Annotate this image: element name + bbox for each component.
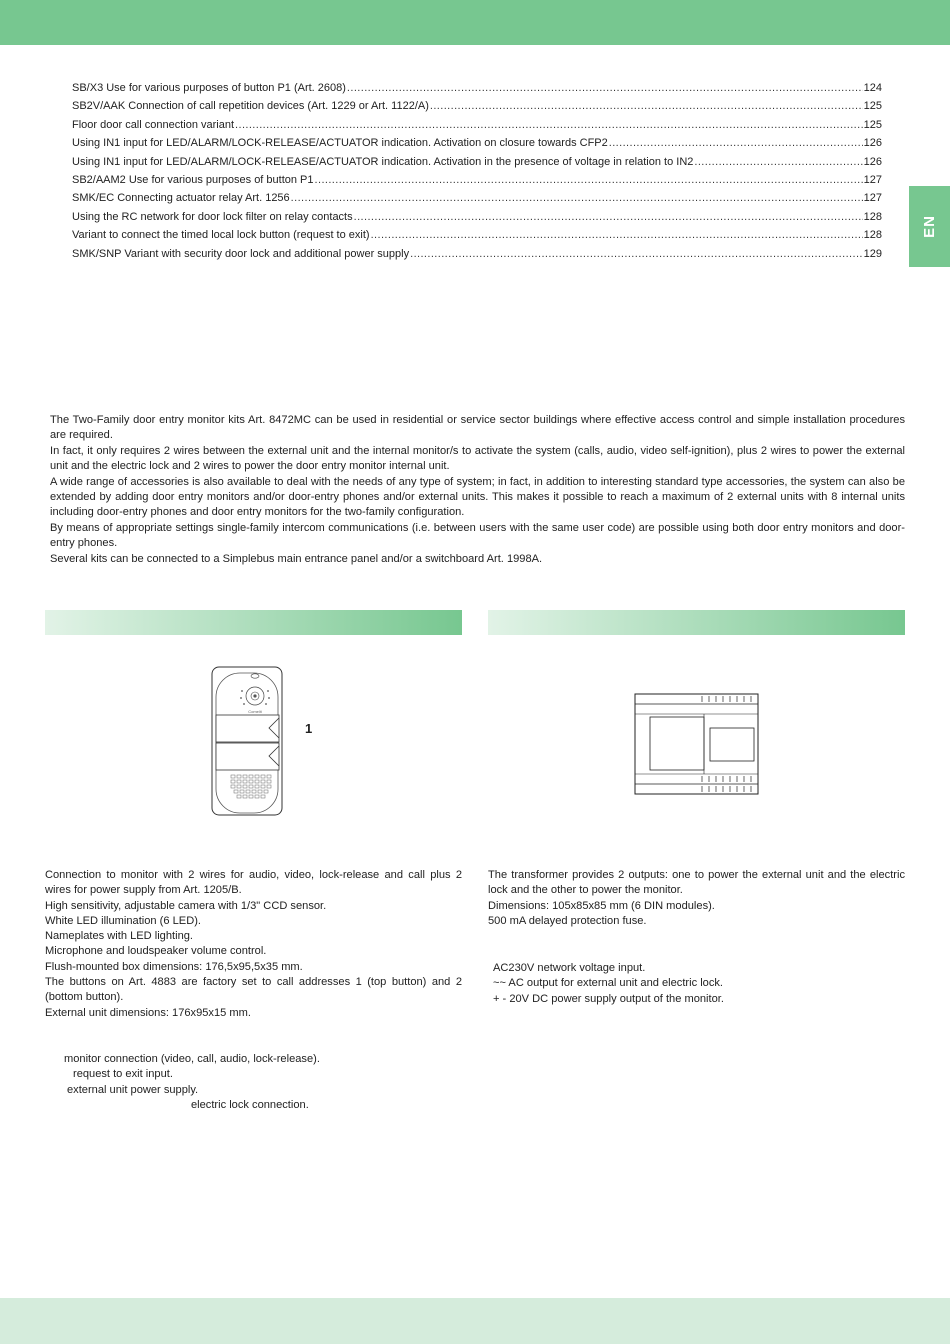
toc-title: Using IN1 input for LED/ALARM/LOCK-RELEASE/ACTUATOR indication. Activation on closure towards CFP2 — [72, 137, 608, 150]
toc-title: SB2/AAM2 Use for various purposes of button P1 — [72, 173, 314, 186]
toc-page: 125 — [863, 100, 882, 113]
external-unit-section-bar — [45, 610, 462, 635]
toc-title: SB2V/AAK Connection of call repetition devices (Art. 1229 or Art. 1122/A) — [72, 100, 429, 113]
external-unit-illustration — [205, 663, 290, 818]
language-tab-label: EN — [921, 215, 938, 238]
feature-item: High sensitivity, adjustable camera with 1/3" CCD sensor. — [45, 899, 327, 912]
toc-row[interactable] — [72, 208, 882, 226]
toc-page: 125 — [863, 118, 882, 131]
toc-page: 126 — [863, 155, 882, 168]
toc-row[interactable] — [72, 226, 882, 244]
terminal-item: electric lock connection. — [191, 1099, 309, 1112]
svg-text:Comelit: Comelit — [248, 709, 262, 714]
terminal-item: AC230V network voltage input. — [493, 962, 646, 974]
toc-title: Variant to connect the timed local lock button (request to exit) — [72, 229, 370, 242]
toc-row[interactable] — [72, 171, 882, 189]
toc-row[interactable] — [72, 134, 882, 152]
feature-item: External unit dimensions: 176x95x15 mm. — [45, 1006, 251, 1019]
toc-page: 124 — [863, 82, 882, 94]
toc-row[interactable] — [72, 116, 882, 134]
footer-bar — [0, 1298, 950, 1344]
toc-title: Using the RC network for door lock filter on relay contacts — [72, 210, 353, 223]
intro-paragraph: By means of appropriate settings single-family intercom communications (i.e. between users with the same user code) are possible using both door entry monitors and door-entry phones. — [50, 521, 905, 550]
toc-page: 128 — [863, 229, 882, 242]
intro-paragraph: In fact, it only requires 2 wires between the external unit and the internal monitor/s to activate the system (calls, audio, video self-ignition), plus 2 wires to power the external unit and the electric lock and 2 wires to power the door entry monitor internal unit. — [50, 444, 905, 473]
feature-item: 500 mA delayed protection fuse. — [488, 914, 647, 927]
feature-item: Dimensions: 105x85x85 mm (6 DIN modules). — [488, 899, 715, 912]
toc-row[interactable] — [72, 153, 882, 171]
transformer-section-bar — [488, 610, 905, 635]
feature-item: Nameplates with LED lighting. — [45, 930, 193, 943]
feature-item: The buttons on Art. 4883 are factory set to call addresses 1 (top button) and 2 (bottom button). — [45, 976, 462, 1004]
toc-row[interactable] — [72, 79, 882, 97]
feature-item: Microphone and loudspeaker volume control. — [45, 945, 267, 958]
toc-row[interactable] — [72, 97, 882, 115]
feature-item: Flush-mounted box dimensions: 176,5x95,5x35 mm. — [45, 960, 303, 973]
figure-label: 1 — [305, 721, 313, 736]
toc-row[interactable] — [72, 189, 882, 207]
intro-paragraph: A wide range of accessories is also available to deal with the needs of any type of system; in fact, in addition to interesting standard type accessories, the system can also be extended by adding door entry monitors and/or door-entry phones and/or external units. This makes it possible to reach a maximum of 2 external units with 8 internal units including door-entry phones and door entry monitors for the two-family configuration. — [50, 475, 905, 519]
feature-item: White LED illumination (6 LED). — [45, 914, 201, 927]
toc-page: 127 — [863, 192, 882, 205]
transformer-features — [488, 868, 905, 929]
toc-page: 127 — [863, 173, 882, 186]
intro-text — [50, 413, 905, 567]
intro-paragraph: The Two-Family door entry monitor kits Art. 8472MC can be used in residential or service sector buildings where effective access control and simple installation procedures are required. — [50, 414, 905, 442]
toc-title: SMK/EC Connecting actuator relay Art. 1256 — [72, 192, 290, 205]
intro-paragraph: Several kits can be connected to a Simplebus main entrance panel and/or a switchboard Art. 1998A. — [50, 552, 543, 565]
toc-page: 126 — [863, 137, 882, 150]
toc-title: Floor door call connection variant — [72, 118, 235, 131]
toc-page: 129 — [863, 247, 882, 260]
toc-title: Using IN1 input for LED/ALARM/LOCK-RELEASE/ACTUATOR indication. Activation in the presence of voltage in relation to IN2 — [72, 155, 694, 168]
terminal-item: external unit power supply. — [67, 1083, 199, 1096]
toc-page: 128 — [863, 210, 882, 223]
header-bar — [0, 0, 950, 45]
feature-item: The transformer provides 2 outputs: one to power the external unit and the electric lock and the other to power the monitor. — [488, 869, 905, 897]
transformer-terminals — [493, 961, 905, 1007]
external-unit-terminals — [45, 1052, 462, 1114]
table-of-contents — [72, 79, 882, 263]
toc-title: SB/X3 Use for various purposes of button P1 (Art. 2608) — [72, 82, 346, 94]
external-unit-features — [45, 868, 462, 1021]
transformer-illustration — [633, 693, 761, 796]
terminal-item: request to exit input. — [73, 1068, 173, 1081]
terminal-item: monitor connection (video, call, audio, lock-release). — [64, 1053, 320, 1065]
toc-row[interactable] — [72, 245, 882, 263]
feature-item: Connection to monitor with 2 wires for audio, video, lock-release and call plus 2 wires for power supply from Art. 1205/B. — [45, 869, 462, 897]
language-tab — [909, 186, 950, 267]
toc-title: SMK/SNP Variant with security door lock and additional power supply — [72, 247, 410, 260]
terminal-item: ~~ AC output for external unit and electric lock. — [493, 977, 724, 990]
terminal-item: + - 20V DC power supply output of the monitor. — [493, 992, 724, 1005]
